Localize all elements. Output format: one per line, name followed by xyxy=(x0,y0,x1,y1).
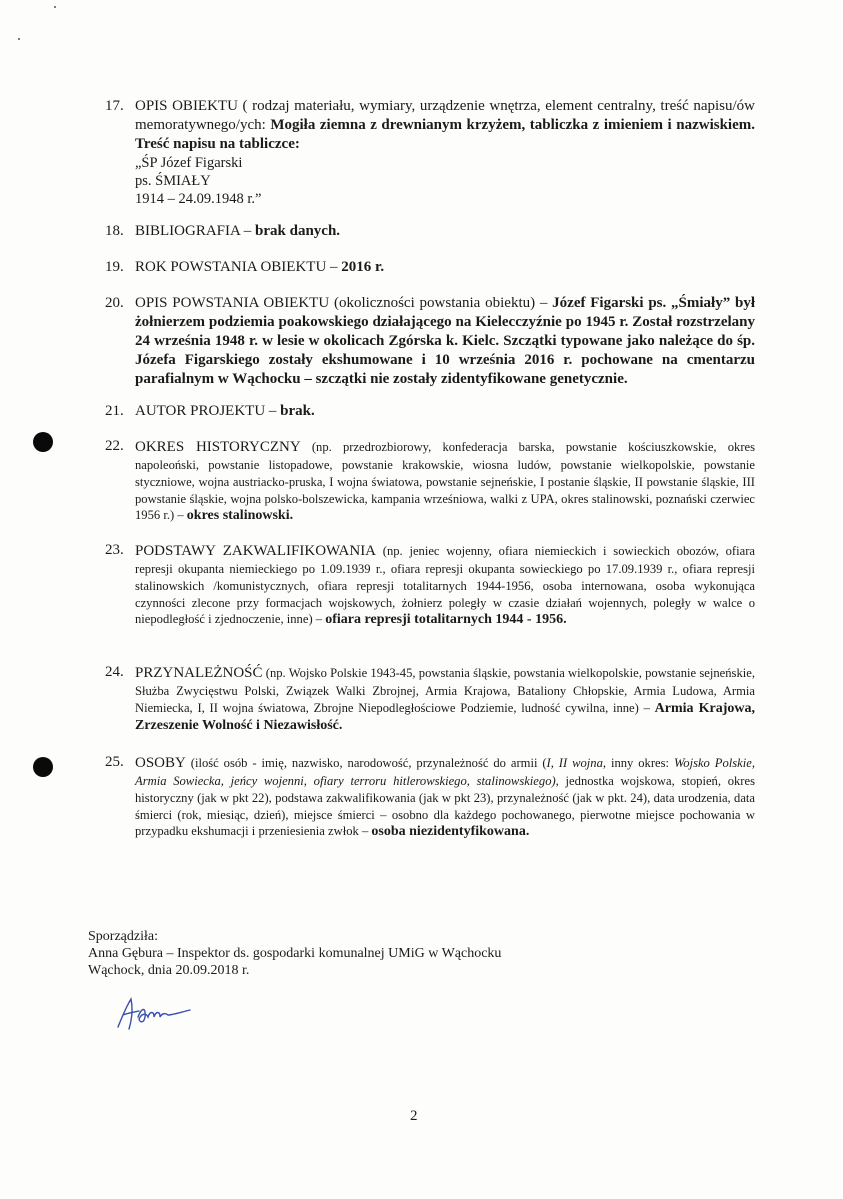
item-description: inny okres: xyxy=(606,756,674,770)
inscription xyxy=(135,154,755,208)
item-value: Armia Krajowa, Zrzeszenie Wolność i Niezawisłość. xyxy=(135,700,755,733)
item-description: (np. przedrozbiorowy, konfederacja barska, powstanie kościuszkowskie, okres napoleoński, powstanie listopadowe, powstanie krakowskie, wiosna ludów, powstanie wielkopolskie, powstanie styczniowe, wojna austriacko-pruska, I wojna światowa, powstanie sejneńskie, I postanie śląskie, II powstanie śląskie, III powstanie śląskie, wojna polsko-bolszewicka, kampania wrześniowa, walki z UPA, okres stalinowski, poznański czerwiec 1956 r.) – xyxy=(135,440,755,523)
item-number: 20. xyxy=(105,295,124,311)
item-value: osoba niezidentyfikowana. xyxy=(371,824,530,840)
item-value: ofiara represji totalitarnych 1944 - 1956. xyxy=(325,612,567,628)
item-24 xyxy=(105,664,755,734)
place-date: Wąchock, dnia 20.09.2018 r. xyxy=(88,963,250,978)
item-label: OSOBY xyxy=(135,755,186,771)
inscription-line: „ŚP Józef Figarski xyxy=(135,155,243,171)
item-22 xyxy=(105,438,755,524)
item-label: PRZYNALEŻNOŚĆ xyxy=(135,665,263,681)
item-25 xyxy=(105,754,755,840)
scan-speck xyxy=(54,6,56,8)
prepared-label: Sporządziła: xyxy=(88,929,158,944)
item-value: brak. xyxy=(280,403,315,419)
item-description: (ilość osób - imię, nazwisko, narodowość, przynależność do armii ( xyxy=(185,756,547,770)
item-description: (np. jeniec wojenny, ofiara niemieckich i sowieckich obozów, ofiara represji okupanta niemieckiego po 1.09.1939 r., ofiara represji okupanta sowieckiego po 17.09.1939 r., ofiara represji stalinowskich /komunistycznych, ofiara represji totalitarnych 1944-1956, osoba internowana, osoba wykonująca czynności zlecone przy formacjach wojskowych, żołnierz poległy w czasie działań wojennych, poległy w walce o niepodległość i zjednoczenie, inne) – xyxy=(135,544,755,627)
item-label: OPIS POWSTANIA OBIEKTU (okoliczności powstania obiektu) – xyxy=(135,295,553,311)
author-line: Anna Gębura – Inspektor ds. gospodarki komunalnej UMiG w Wąchocku xyxy=(88,946,502,961)
item-number: 25. xyxy=(105,754,124,770)
item-20 xyxy=(105,294,755,389)
item-label: OPIS OBIEKTU ( rodzaj materiału, wymiary, urządzenie wnętrza, element centralny, treść napisu/ów memoratywnego/ych: xyxy=(135,98,755,133)
item-number: 19. xyxy=(105,259,124,275)
item-value: Józef Figarski ps. „Śmiały” był żołnierzem podziemia poakowskiego działającego na Kielecczyźnie po 1945 r. Został rozstrzelany 24 września 1948 r. w lesie w okolicach Zgórska k. Kielc. Szczątki typowane jako należące do śp. Józefa Figarskiego zostały ekshumowane i 10 września 2016 r. pochowane na cmentarzu parafialnym w Wąchocku – szczątki nie zostały zidentyfikowane genetycznie. xyxy=(135,295,755,387)
item-19 xyxy=(105,258,755,277)
prepared-by-block xyxy=(88,928,501,979)
item-number: 24. xyxy=(105,664,124,680)
inscription-line: ps. ŚMIAŁY xyxy=(135,173,211,189)
punch-hole xyxy=(33,757,53,777)
item-label: OKRES HISTORYCZNY xyxy=(135,439,301,455)
item-description-italic: Wojsko Polskie, Armia Sowiecka, jeńcy wojenni, ofiary terroru hitlerowskiego, stalinowskiego), xyxy=(135,756,755,788)
inscription-line: 1914 – 24.09.1948 r.” xyxy=(135,191,262,207)
item-value: brak danych. xyxy=(255,223,341,239)
punch-hole xyxy=(33,432,53,452)
item-number: 23. xyxy=(105,542,124,558)
item-number: 17. xyxy=(105,98,124,114)
item-18 xyxy=(105,222,755,241)
item-21 xyxy=(105,402,755,421)
page-number: 2 xyxy=(410,1108,418,1124)
item-label: BIBLIOGRAFIA – xyxy=(135,223,256,239)
item-description: (np. Wojsko Polskie 1943-45, powstania śląskie, powstania wielkopolskie, powstanie sejneńskie, Służba Zwycięstwu Polski, Związek Walki Zbrojnej, Armia Krajowa, Bataliony Chłopskie, Armia Ludowa, Armia Niemiecka, I, II wojna światowa, Zbrojne Niepodległościowe Podziemie, ludność cywilna, inne) – xyxy=(135,666,755,715)
item-number: 22. xyxy=(105,438,124,454)
item-description-italic: I, II wojna, xyxy=(546,756,607,770)
scan-speck xyxy=(18,38,20,40)
item-value: 2016 r. xyxy=(341,259,385,275)
item-number: 18. xyxy=(105,223,124,239)
item-value: okres stalinowski. xyxy=(186,508,294,524)
handwritten-signature xyxy=(112,993,202,1033)
item-label: ROK POWSTANIA OBIEKTU – xyxy=(135,259,342,275)
item-value: Mogiła ziemna z drewnianym krzyżem, tabliczka z imieniem i nazwiskiem. Treść napisu na tabliczce: xyxy=(135,117,756,152)
item-description: jednostka wojskowa, stopień, okres historyczny (jak w pkt 22), podstawa zakwalifikowania (jak w pkt 23), przynależność (jak w pkt. 24), data urodzenia, data śmierci (rok, miesiąc, dzień), miejsce śmierci – osobno dla każdego pochowanego, pierwotne miejsce pochowania w przypadku ekshumacji i przeniesienia zwłok – xyxy=(135,774,755,839)
item-number: 21. xyxy=(105,403,124,419)
item-label: PODSTAWY ZAKWALIFIKOWANIA xyxy=(135,543,377,559)
item-17 xyxy=(105,97,755,208)
item-23 xyxy=(105,542,755,628)
item-label: AUTOR PROJEKTU – xyxy=(135,403,281,419)
